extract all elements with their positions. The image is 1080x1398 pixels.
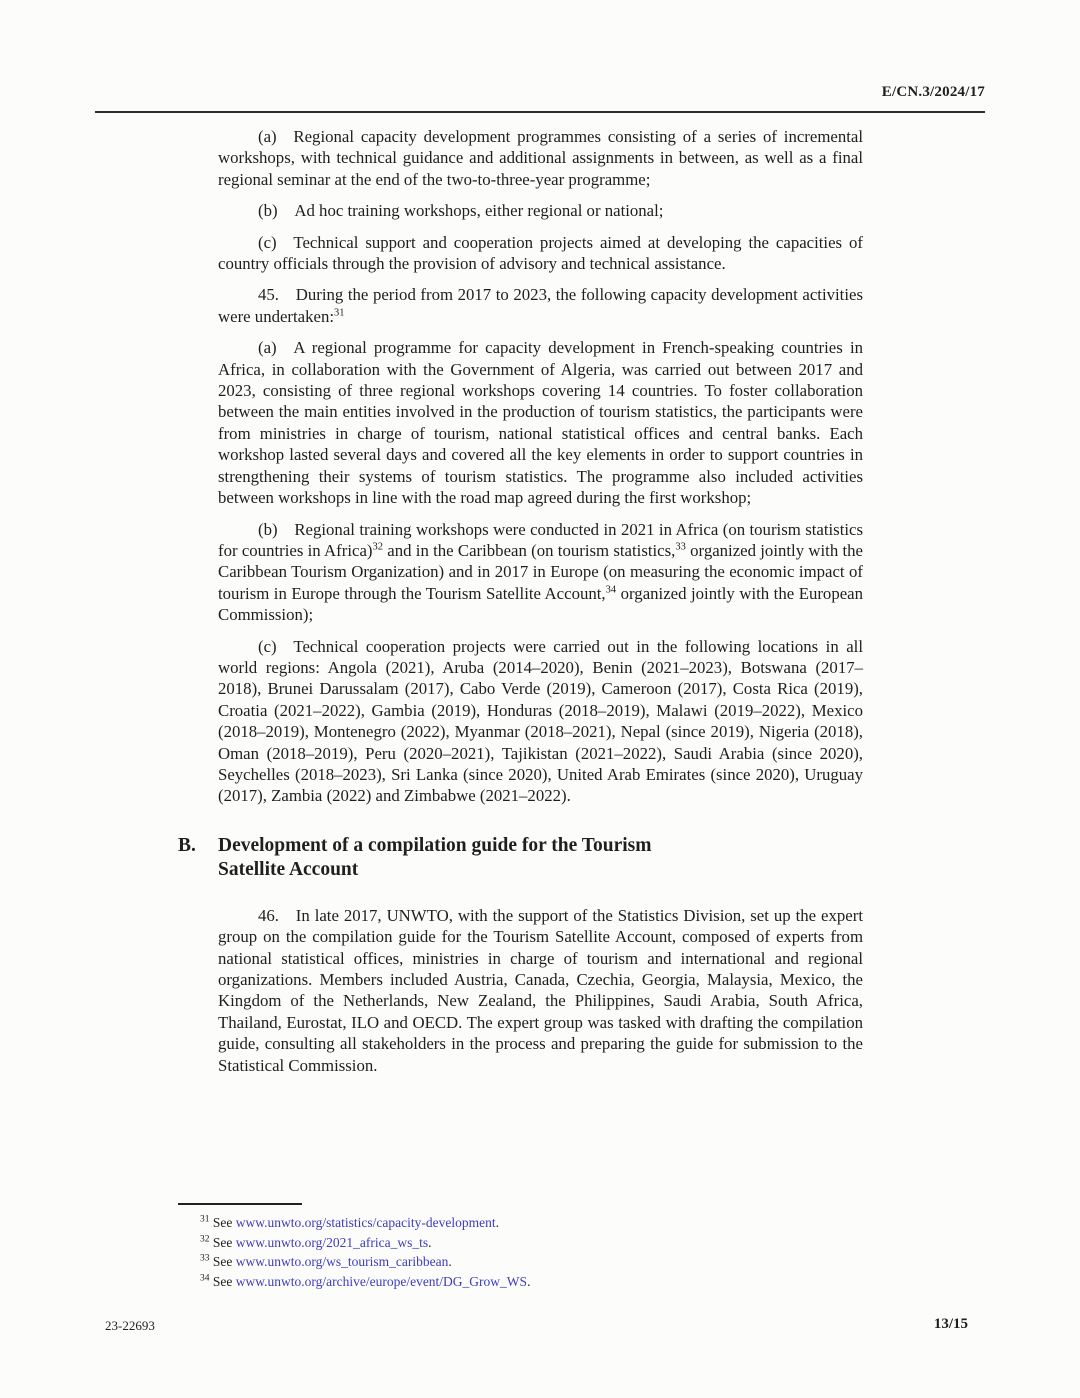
section-b-heading xyxy=(178,834,863,882)
footnote-suffix: . xyxy=(448,1254,452,1269)
para-45b-text: (b) Regional training workshops were conducted in 2021 in Africa (on tourism statistics for countries in Africa) xyxy=(218,519,863,560)
para-list-c: (c) Technical support and cooperation projects aimed at developing the capacities of country officials through the provision of advisory and technical assistance. xyxy=(218,232,863,274)
footnote-number: 32 xyxy=(200,1234,210,1244)
footnote-33 xyxy=(178,1252,778,1272)
footnote-link-32[interactable]: www.unwto.org/2021_africa_ws_ts xyxy=(235,1234,429,1250)
footnote-ref-32[interactable]: 32 xyxy=(372,541,383,553)
footnote-ref-31[interactable]: 31 xyxy=(334,307,345,319)
footnote-number: 33 xyxy=(200,1253,210,1264)
para-45a: (a) A regional programme for capacity development in French-speaking countries in Africa, in collaboration with the Government of Algeria, was carried out between 2017 and 2023, consisting of three regional workshops covering 14 countries. To foster collaboration between the main entities involved in the production of tourism statistics, the participants were from ministries in charge of tourism, national statistical offices and central banks. Each workshop lasted several days and covered all the key elements in order to support countries in strengthening their systems of tourism statistics. The programme also included activities between workshops in line with the road map agreed during the first workshop; xyxy=(218,338,863,508)
footnote-number: 31 xyxy=(200,1214,210,1225)
footnote-suffix: . xyxy=(527,1273,531,1289)
para-list-b: (b) Ad hoc training workshops, either regional or national; xyxy=(258,201,664,221)
footnote-link-34[interactable]: www.unwto.org/archive/europe/event/DG_Grow_WS xyxy=(235,1273,528,1289)
para-45b-text: organized jointly with the Caribbean Tourism Organization) and in 2017 in Europe (on measuring the economic impact of tourism in Europe through the Tourism Satellite Account, xyxy=(218,540,863,603)
footnote-prefix: See xyxy=(209,1254,236,1269)
footnote-34 xyxy=(178,1272,778,1292)
para-46: 46. In late 2017, UNWTO, with the support of the Statistics Division, set up the expert group on the compilation guide for the Tourism Satellite Account, composed of experts from national statistical offices, ministries in charge of tourism and international and regional organizations. Members included Austria, Canada, Czechia, Georgia, Malaysia, Mexico, the Kingdom of the Netherlands, New Zealand, the Philippines, Saudi Arabia, South Africa, Thailand, Eurostat, ILO and OECD. The expert group was tasked with drafting the compilation guide, consulting all stakeholders in the process and preparing the guide for submission to the Statistical Commission. xyxy=(218,905,863,1075)
section-b-title-line1: Development of a compilation guide for the Tourism xyxy=(218,834,652,856)
document-header xyxy=(95,84,985,101)
footnote-prefix: See xyxy=(209,1215,236,1230)
footnote-prefix: See xyxy=(209,1273,236,1289)
job-number: 23-22693 xyxy=(105,1318,155,1333)
document-body xyxy=(178,126,863,1086)
para-45b-text: and in the Caribbean (on tourism statistics, xyxy=(383,540,676,560)
para-list-a: (a) Regional capacity development programmes consisting of a series of incremental workshops, with technical guidance and additional assignments in between, as well as a final regional seminar at the end of the two-to-three-year programme; xyxy=(218,127,863,189)
footnotes-section xyxy=(178,1203,778,1291)
para-45-text: 45. During the period from 2017 to 2023, the following capacity development activities were undertaken: xyxy=(218,285,863,326)
para-45b-text: organized jointly with the European Commission); xyxy=(218,583,863,625)
footnote-link-33[interactable]: www.unwto.org/ws_tourism_caribbean xyxy=(235,1254,449,1269)
para-45b xyxy=(218,519,863,626)
footnote-suffix: . xyxy=(495,1215,499,1230)
footnote-31 xyxy=(178,1213,778,1233)
page-number: 13/15 xyxy=(933,1316,968,1332)
section-b-title-line2: Satellite Account xyxy=(218,858,359,880)
footnote-number: 34 xyxy=(200,1273,210,1283)
footnote-ref-34[interactable]: 34 xyxy=(605,584,617,596)
header-divider xyxy=(95,111,985,113)
document-symbol: E/CN.3/2024/17 xyxy=(881,84,985,100)
section-b-letter: B. xyxy=(178,834,196,856)
footnote-prefix: See xyxy=(209,1234,236,1250)
footnote-link-31[interactable]: www.unwto.org/statistics/capacity-development xyxy=(235,1215,496,1230)
footnote-separator xyxy=(178,1203,302,1205)
para-45c: (c) Technical cooperation projects were carried out in the following locations in all world regions: Angola (2021), Aruba (2014–2020), Benin (2021–2023), Botswana (2017–2018), Brunei Darussalam (2017), Cabo Verde (2019), Cameroon (2017), Costa Rica (2019), Croatia (2021–2022), Gambia (2019), Honduras (2018–2019), Malawi (2019–2022), Mexico (2018–2019), Montenegro (2022), Myanmar (2018–2021), Nepal (since 2019), Nigeria (2018), Oman (2018–2019), Peru (2020–2021), Tajikistan (2021–2022), Saudi Arabia (since 2020), Seychelles (2018–2023), Sri Lanka (since 2020), United Arab Emirates (since 2020), Uruguay (2017), Zambia (2022) and Zimbabwe (2021–2022). xyxy=(218,636,863,806)
footnote-suffix: . xyxy=(428,1234,432,1250)
footnote-ref-33[interactable]: 33 xyxy=(675,541,686,553)
footnote-32 xyxy=(178,1233,778,1253)
para-45 xyxy=(218,284,863,327)
